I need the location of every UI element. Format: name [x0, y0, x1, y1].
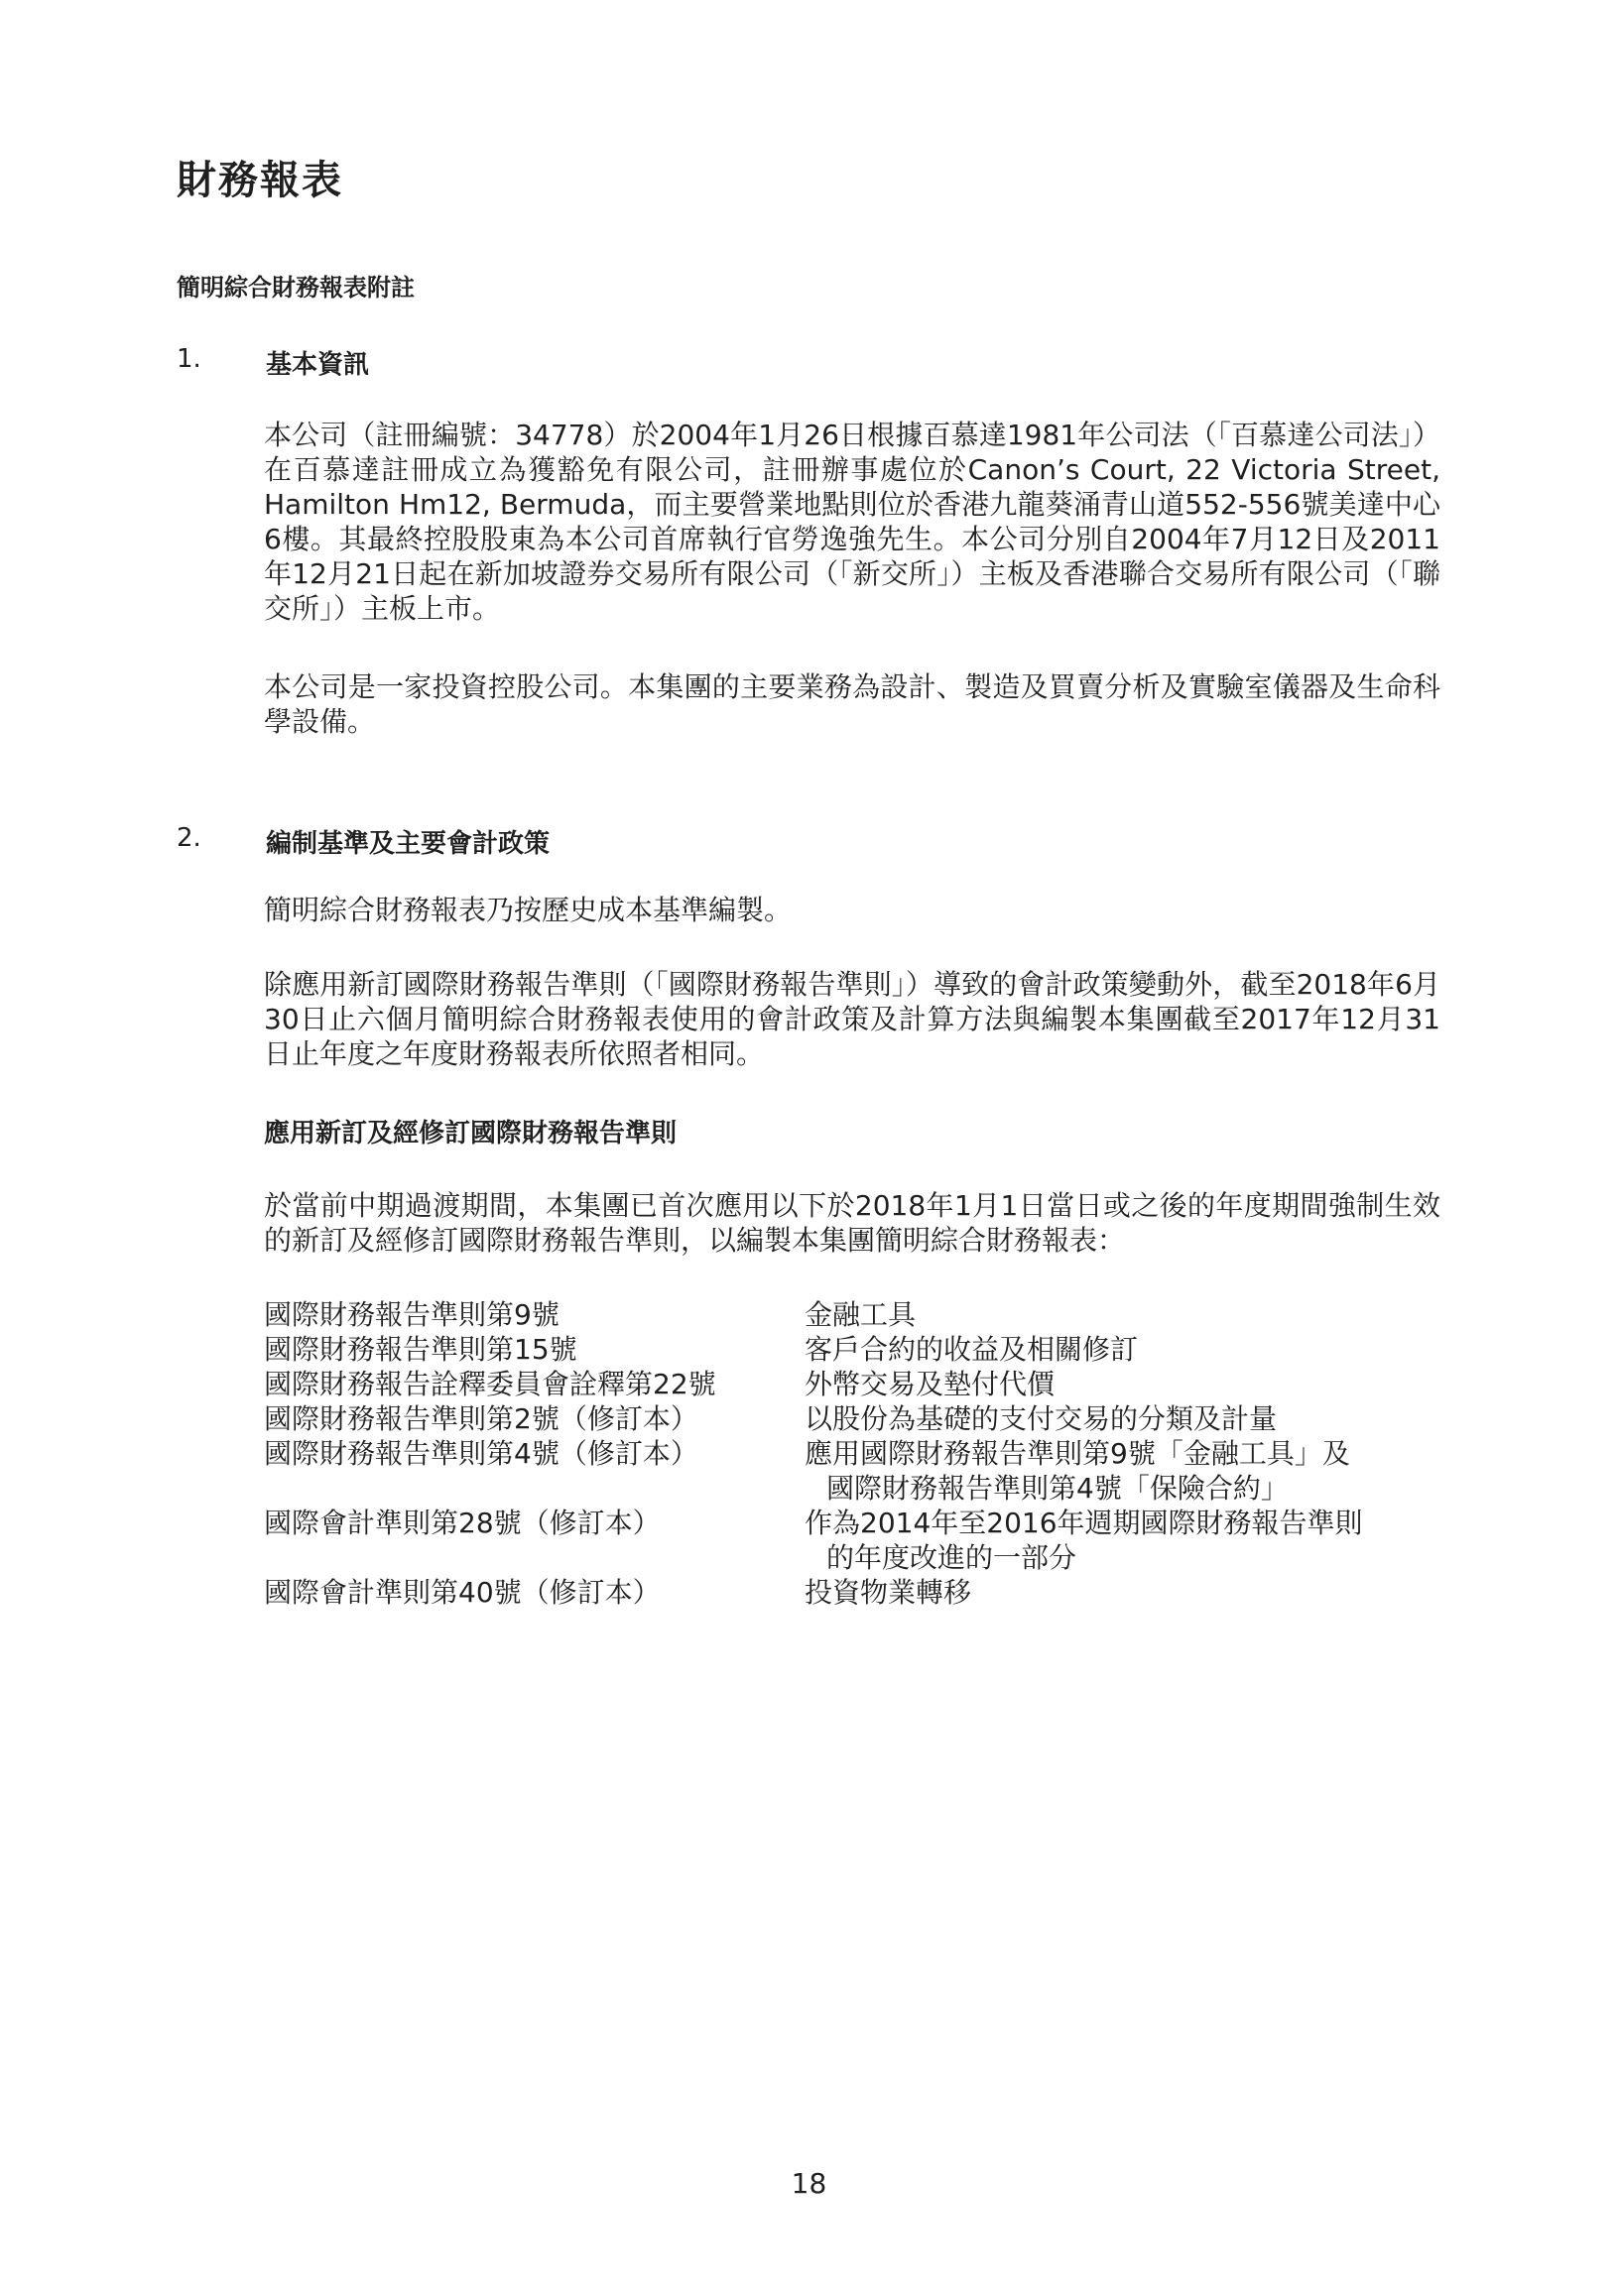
- standard-code: 國際會計準則第28號（修訂本）: [264, 1507, 661, 1539]
- standard-description: 作為2014年至2016年週期國際財務報告準則 的年度改進的一部分: [805, 1506, 1440, 1575]
- standard-code: 國際財務報告準則第4號（修訂本）: [264, 1437, 698, 1470]
- standard-code: 國際財務報告準則第9號: [264, 1298, 560, 1331]
- paragraph-principal-activities: 本公司是一家投資控股公司。本集團的主要業務為設計、製造及買賣分析及實驗室儀器及生命科學設備。: [264, 670, 1440, 738]
- standard-description-continued: 國際財務報告準則第4號「保險合約」: [826, 1472, 1289, 1505]
- standard-description-continued: 的年度改進的一部分: [826, 1541, 1077, 1574]
- standard-description: 金融工具: [805, 1298, 917, 1331]
- list-item: [264, 1436, 1440, 1506]
- section-title: 基本資訊: [266, 350, 370, 380]
- section-heading-1: [177, 344, 369, 381]
- standard-description: 應用國際財務報告準則第9號「金融工具」及 國際財務報告準則第4號「保險合約」: [805, 1436, 1440, 1506]
- subsection-heading: 應用新訂及經修訂國際財務報告準則: [264, 1119, 678, 1148]
- page-number: 18: [791, 2167, 827, 2200]
- list-item: [264, 1575, 1440, 1610]
- standard-code: 國際會計準則第40號（修訂本）: [264, 1576, 661, 1609]
- list-item: [264, 1401, 1440, 1436]
- page-title: 財務報表: [177, 158, 343, 203]
- standards-list: [264, 1297, 1440, 1610]
- section-title: 編制基準及主要會計政策: [266, 829, 551, 859]
- paragraph-basis: 簡明綜合財務報表乃按歷史成本基準編製。: [264, 894, 793, 926]
- standard-description: 客戶合約的收益及相關修訂: [805, 1333, 1139, 1366]
- section-number: 1.: [177, 344, 201, 374]
- page-subtitle: 簡明綜合財務報表附註: [177, 274, 415, 302]
- list-item: [264, 1297, 1440, 1332]
- standard-description: 投資物業轉移: [805, 1576, 972, 1609]
- standard-code: 國際財務報告準則第2號（修訂本）: [264, 1402, 698, 1435]
- paragraph-policies: 除應用新訂國際財務報告準則（「國際財務報告準則」）導致的會計政策變動外，截至2018年6月30日止六個月簡明綜合財務報表使用的會計政策及計算方法與編製本集團截至2017年12月31日止年度之年度財務報表所依照者相同。: [264, 968, 1440, 1070]
- standard-description: 以股份為基礎的支付交易的分類及計量: [805, 1402, 1278, 1435]
- standard-description: 外幣交易及墊付代價: [805, 1368, 1056, 1400]
- list-item: [264, 1367, 1440, 1401]
- standard-code: 國際財務報告詮釋委員會詮釋第22號: [264, 1368, 716, 1400]
- list-item: [264, 1506, 1440, 1575]
- paragraph-general-info: 本公司（註冊編號：34778）於2004年1月26日根據百慕達1981年公司法（「百慕達公司法」）在百慕達註冊成立為獲豁免有限公司，註冊辦事處位於Canon’s Court, 22 Victoria Street, Hamilton Hm12, Bermuda，而主要營業地點則位於香港九龍葵涌青山道552-556號美達中心6樓。其最終控股股東為本公司首席執行官勞逸強先生。本公司分別自2004年7月12日及2011年12月21日起在新加坡證券交易所有限公司（「新交所」）主板及香港聯合交易所有限公司（「聯交所」）主板上市。: [264, 419, 1440, 625]
- section-heading-2: [177, 823, 550, 860]
- paragraph-new-standards: 於當前中期過渡期間，本集團已首次應用以下於2018年1月1日當日或之後的年度期間強制生效的新訂及經修訂國際財務報告準則，以編製本集團簡明綜合財務報表：: [264, 1189, 1440, 1257]
- section-number: 2.: [177, 823, 201, 853]
- standard-code: 國際財務報告準則第15號: [264, 1333, 577, 1366]
- list-item: [264, 1332, 1440, 1367]
